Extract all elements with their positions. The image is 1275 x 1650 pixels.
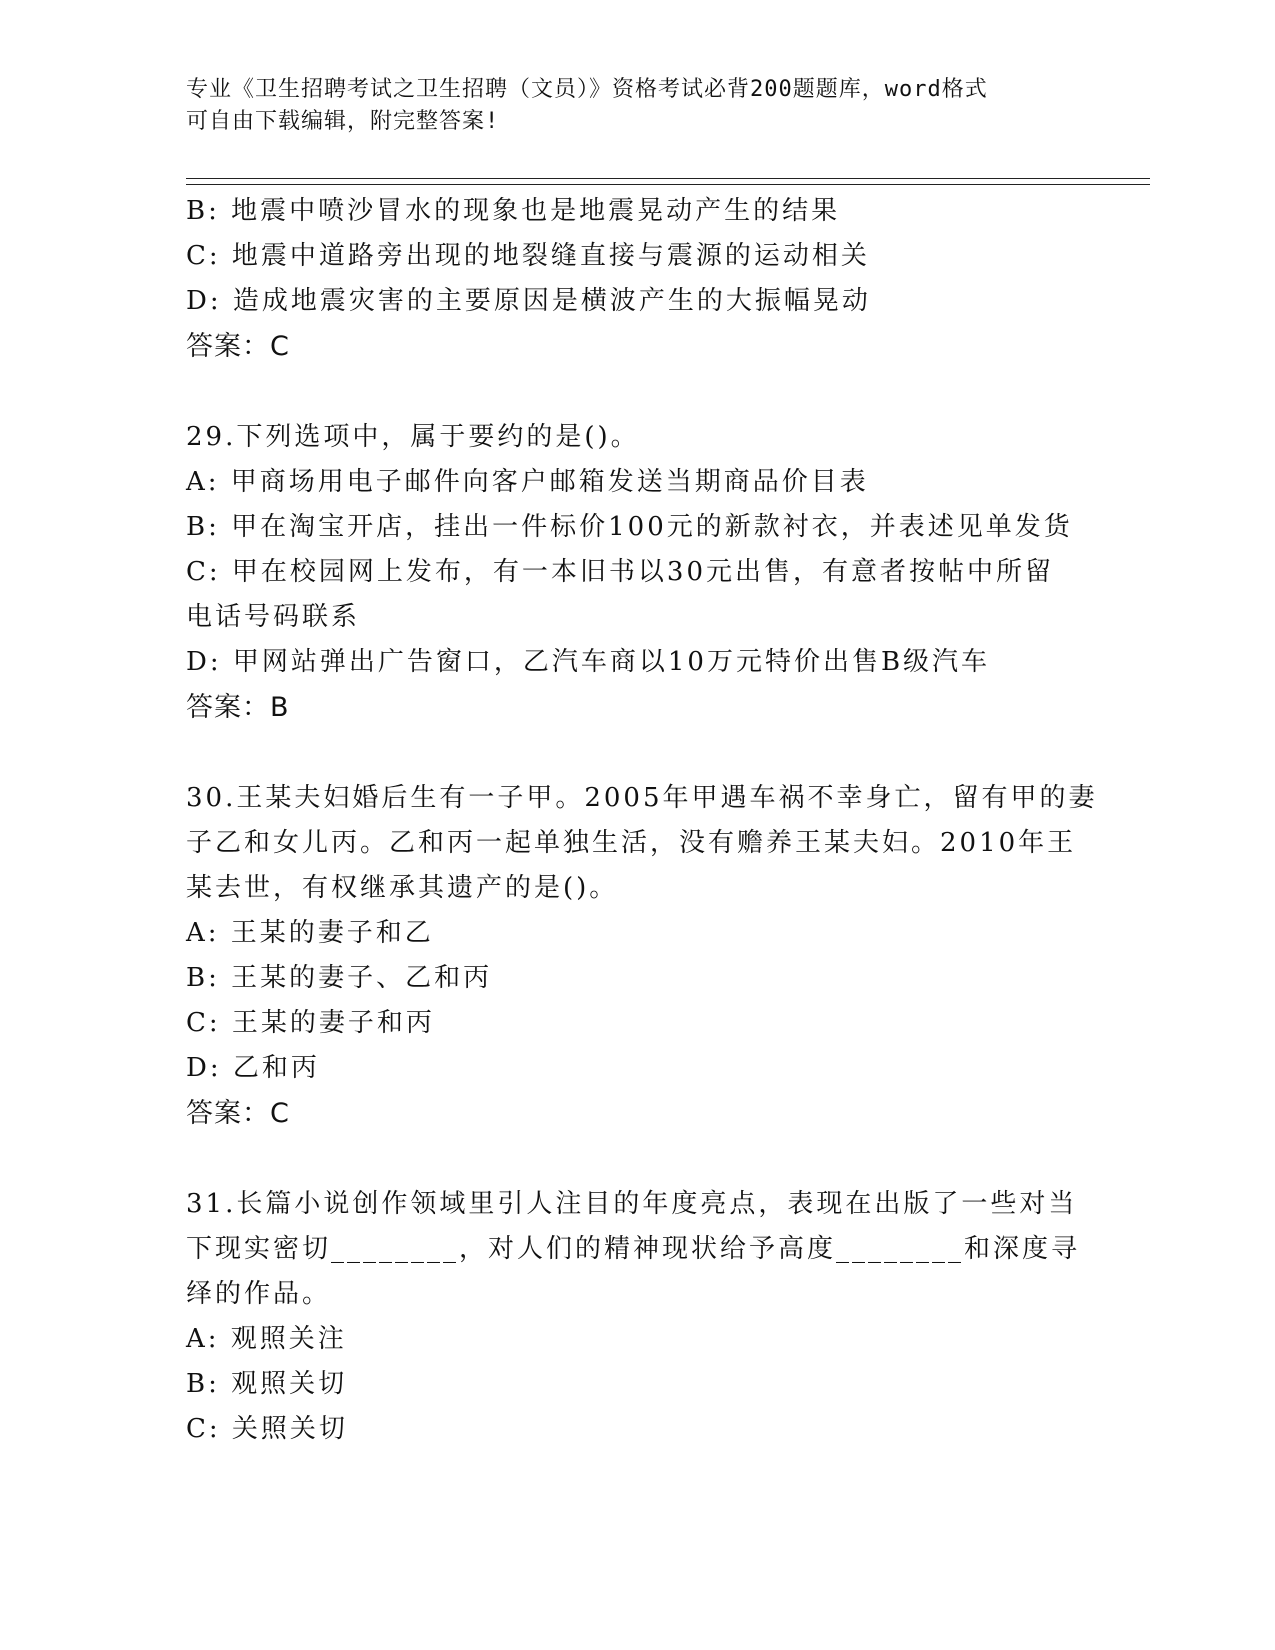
- header-divider-bottom: [186, 184, 1150, 185]
- question-28-tail: [186, 189, 1086, 369]
- question-stem: 30.王某夫妇婚后生有一子甲。2005年甲遇车祸不幸身亡，留有甲的妻: [186, 783, 1098, 813]
- option-c: C: 关照关切: [186, 1414, 348, 1444]
- question-list: [186, 189, 1098, 1452]
- question-stem: 绎的作品。: [186, 1279, 332, 1309]
- header-line-1: 专业《卫生招聘考试之卫生招聘（文员）》资格考试必背200题题库，word格式: [186, 77, 988, 102]
- option-b: B: 甲在淘宝开店，挂出一件标价100元的新款衬衣，并表述见单发货: [186, 512, 1073, 542]
- answer-line: 答案：B: [186, 692, 290, 723]
- option-c: C: 王某的妻子和丙: [186, 1008, 435, 1038]
- question-stem: 29.下列选项中，属于要约的是()。: [186, 422, 640, 452]
- option-d: D: 造成地震灾害的主要原因是横波产生的大振幅晃动: [186, 286, 871, 316]
- option-b: B: 地震中喷沙冒水的现象也是地震晃动产生的结果: [186, 196, 841, 226]
- option-d: D: 甲网站弹出广告窗口，乙汽车商以10万元特价出售B级汽车: [186, 647, 991, 677]
- option-d: D: 乙和丙: [186, 1053, 320, 1083]
- question-29: [186, 415, 1086, 730]
- question-30: [186, 776, 1098, 1136]
- spacer: [186, 730, 1086, 776]
- question-stem: 31.长篇小说创作领域里引人注目的年度亮点，表现在出版了一些对当: [186, 1189, 1078, 1219]
- question-stem: 下现实密切________，对人们的精神现状给予高度________和深度寻: [186, 1234, 1081, 1264]
- option-c: C: 地震中道路旁出现的地裂缝直接与震源的运动相关: [186, 241, 870, 271]
- header-line-2: 可自由下载编辑，附完整答案!: [186, 109, 500, 134]
- option-b: B: 王某的妻子、乙和丙: [186, 963, 493, 993]
- option-a: A: 王某的妻子和乙: [186, 918, 434, 948]
- question-stem: 子乙和女儿丙。乙和丙一起单独生活，没有赡养王某夫妇。2010年王: [186, 828, 1077, 858]
- spacer: [186, 1136, 1086, 1182]
- option-c: C: 甲在校园网上发布，有一本旧书以30元出售，有意者按帖中所留: [186, 557, 1055, 587]
- header-divider-top: [186, 178, 1150, 179]
- question-stem: 某去世，有权继承其遗产的是()。: [186, 873, 619, 903]
- option-c-continued: 电话号码联系: [186, 602, 361, 632]
- answer-line: 答案：C: [186, 331, 290, 362]
- option-a: A: 甲商场用电子邮件向客户邮箱发送当期商品价目表: [186, 467, 869, 497]
- spacer: [186, 369, 1086, 415]
- option-a: A: 观照关注: [186, 1324, 347, 1354]
- answer-line: 答案：C: [186, 1098, 290, 1129]
- document-header: [186, 74, 1066, 138]
- question-31: [186, 1182, 1086, 1452]
- option-b: B: 观照关切: [186, 1369, 348, 1399]
